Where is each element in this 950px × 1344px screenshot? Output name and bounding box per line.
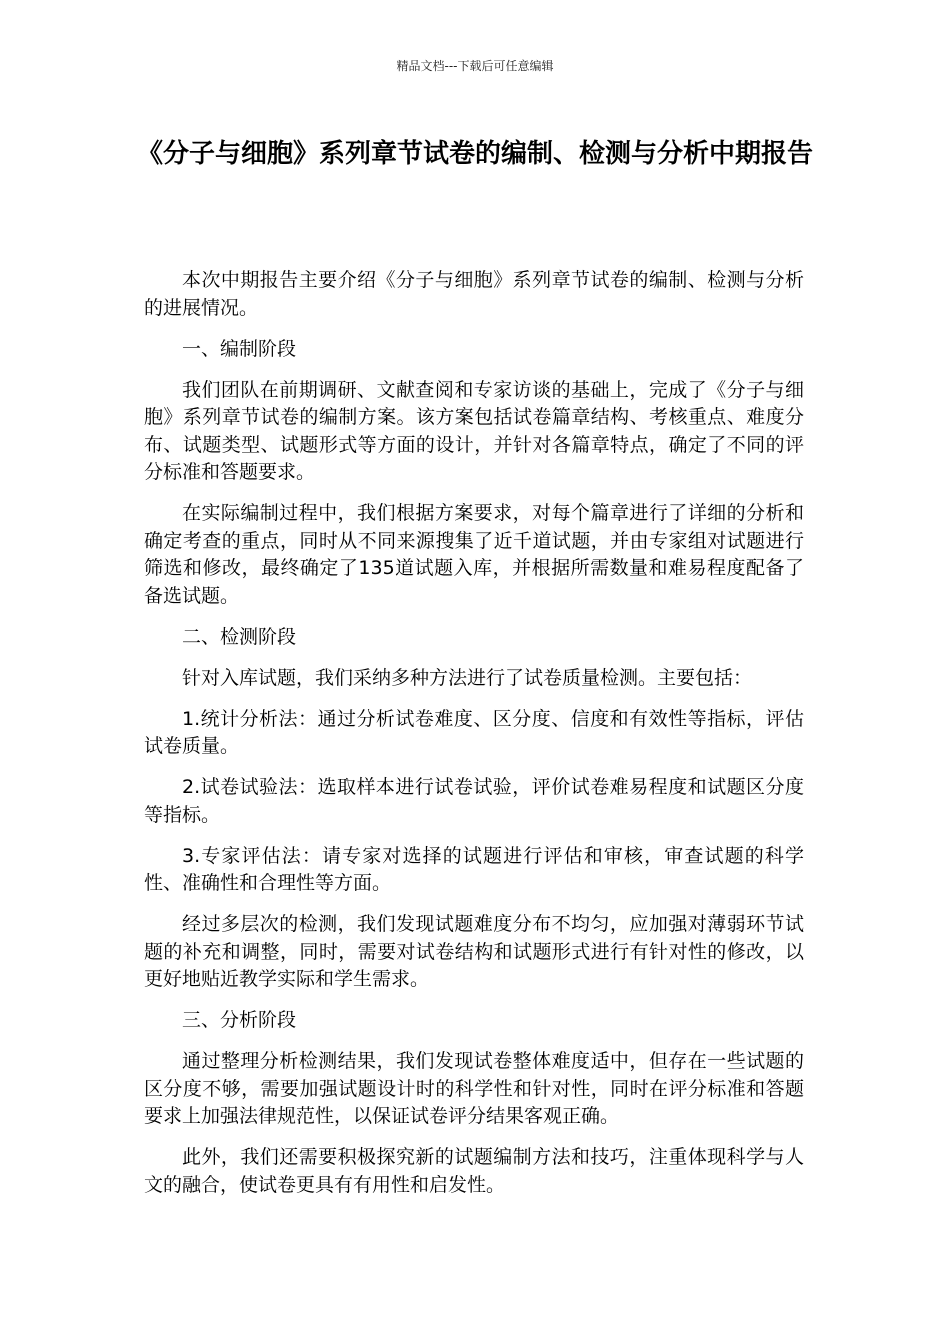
body-paragraph: 针对入库试题，我们采纳多种方法进行了试卷质量检测。主要包括： <box>182 666 753 689</box>
document-body <box>144 267 804 1213</box>
body-paragraph: 我们团队在前期调研、文献查阅和专家访谈的基础上，完成了《分子与细胞》系列章节试卷的编制方案。该方案包括试卷篇章结构、考核重点、难度分布、试题类型、试题形式等方面的设计，并针对各篇章特点，确定了不同的评分标准和答题要求。 <box>144 378 804 483</box>
section-heading-compilation: 一、编制阶段 <box>182 337 297 360</box>
document-title: 《分子与细胞》系列章节试卷的编制、检测与分析中期报告 <box>136 139 813 169</box>
body-paragraph: 经过多层次的检测，我们发现试题难度分布不均匀，应加强对薄弱环节试题的补充和调整，同时，需要对试卷结构和试题形式进行有针对性的修改，以更好地贴近教学实际和学生需求。 <box>144 913 804 990</box>
list-item-statistical-analysis: 1.统计分析法：通过分析试卷难度、区分度、信度和有效性等指标，评估试卷质量。 <box>144 707 804 757</box>
body-paragraph: 此外，我们还需要积极探究新的试题编制方法和技巧，注重体现科学与人文的融合，使试卷更具有有用性和启发性。 <box>144 1146 804 1196</box>
list-item-paper-trial: 2.试卷试验法：选取样本进行试卷试验，评价试卷难易程度和试题区分度等指标。 <box>144 776 804 826</box>
body-paragraph: 在实际编制过程中，我们根据方案要求，对每个篇章进行了详细的分析和确定考查的重点，同时从不同来源搜集了近千道试题，并由专家组对试题进行筛选和修改，最终确定了135道试题入库，并根据所需数量和难易程度配备了备选试题。 <box>144 502 804 607</box>
page-header: 精品文档---下载后可任意编辑 <box>396 59 554 73</box>
section-heading-testing: 二、检测阶段 <box>182 625 297 648</box>
section-heading-analysis: 三、分析阶段 <box>182 1009 297 1031</box>
body-paragraph: 通过整理分析检测结果，我们发现试卷整体难度适中，但存在一些试题的区分度不够，需要加强试题设计时的科学性和针对性，同时在评分标准和答题要求上加强法律规范性，以保证试卷评分结果客观正确。 <box>144 1050 804 1127</box>
intro-paragraph: 本次中期报告主要介绍《分子与细胞》系列章节试卷的编制、检测与分析的进展情况。 <box>144 269 804 319</box>
list-item-expert-evaluation: 3.专家评估法：请专家对选择的试题进行评估和审核，审查试题的科学性、准确性和合理性等方面。 <box>144 844 804 894</box>
